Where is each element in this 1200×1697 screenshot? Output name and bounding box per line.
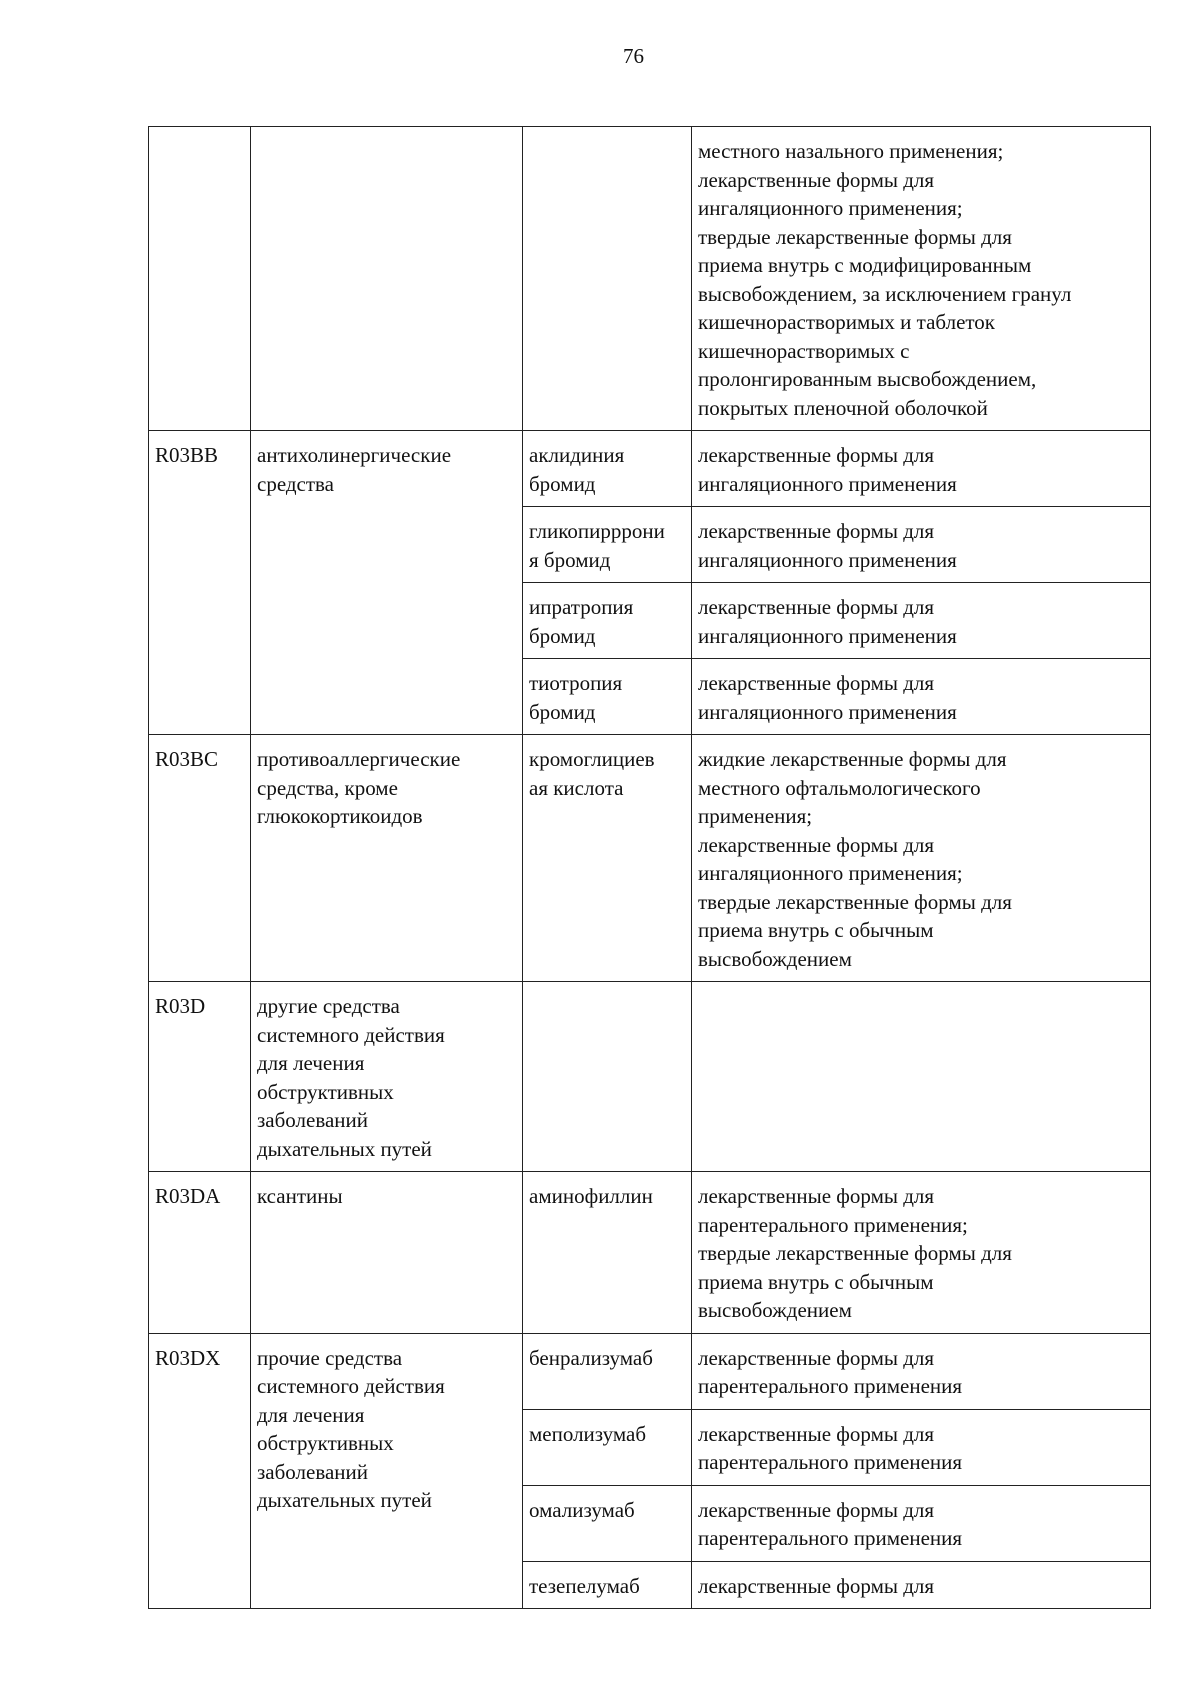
dosage-forms-cell: лекарственные формы для парентерального применения bbox=[692, 1333, 1151, 1409]
dosage-forms-cell: лекарственные формы для парентерального применения bbox=[692, 1409, 1151, 1485]
dosage-forms-cell: лекарственные формы для bbox=[692, 1561, 1151, 1609]
dosage-forms-cell: местного назального применения; лекарственные формы для ингаляционного применения; твердые лекарственные формы для приема внутрь с модифицированным высвобождением, за исключением гранул кишечнорастворимых и таблеток кишечнорастворимых с пролонгированным высвобождением, покрытых пленочной оболочкой bbox=[692, 127, 1151, 431]
dosage-forms-cell: лекарственные формы для парентерального применения; твердые лекарственные формы для приема внутрь с обычным высвобождением bbox=[692, 1172, 1151, 1334]
dosage-forms-cell: лекарственные формы для ингаляционного применения bbox=[692, 659, 1151, 735]
group-cell: антихолинергические средства bbox=[251, 431, 523, 735]
table-row bbox=[149, 982, 1151, 1172]
atc-code-cell: R03DX bbox=[149, 1333, 251, 1609]
drug-name-cell: ипратропия бромид bbox=[523, 583, 692, 659]
drug-name-cell: кромоглициев ая кислота bbox=[523, 735, 692, 982]
page-number: 76 bbox=[623, 44, 644, 68]
atc-code-cell bbox=[149, 127, 251, 431]
dosage-forms-cell: лекарственные формы для ингаляционного применения bbox=[692, 507, 1151, 583]
drug-name-cell bbox=[523, 982, 692, 1172]
table-row bbox=[149, 735, 1151, 982]
drug-name-cell: омализумаб bbox=[523, 1485, 692, 1561]
table-row bbox=[149, 127, 1151, 431]
drug-table bbox=[148, 126, 1151, 1609]
drug-name-cell: гликопирррони я бромид bbox=[523, 507, 692, 583]
dosage-forms-cell: жидкие лекарственные формы для местного офтальмологического применения; лекарственные формы для ингаляционного применения; твердые лекарственные формы для приема внутрь с обычным высвобождением bbox=[692, 735, 1151, 982]
drug-name-cell: аминофиллин bbox=[523, 1172, 692, 1334]
drug-name-cell bbox=[523, 127, 692, 431]
table-row bbox=[149, 431, 1151, 507]
dosage-forms-cell: лекарственные формы для ингаляционного применения bbox=[692, 583, 1151, 659]
group-cell: другие средства системного действия для лечения обструктивных заболеваний дыхательных путей bbox=[251, 982, 523, 1172]
table-row bbox=[149, 1333, 1151, 1409]
group-cell bbox=[251, 127, 523, 431]
dosage-forms-cell bbox=[692, 982, 1151, 1172]
dosage-forms-cell: лекарственные формы для парентерального применения bbox=[692, 1485, 1151, 1561]
group-cell: прочие средства системного действия для лечения обструктивных заболеваний дыхательных путей bbox=[251, 1333, 523, 1609]
atc-code-cell: R03DA bbox=[149, 1172, 251, 1334]
dosage-forms-cell: лекарственные формы для ингаляционного применения bbox=[692, 431, 1151, 507]
atc-code-cell: R03BB bbox=[149, 431, 251, 735]
drug-name-cell: меполизумаб bbox=[523, 1409, 692, 1485]
table-row bbox=[149, 1172, 1151, 1334]
drug-name-cell: бенрализумаб bbox=[523, 1333, 692, 1409]
drug-name-cell: тезепелумаб bbox=[523, 1561, 692, 1609]
drug-name-cell: аклидиния бромид bbox=[523, 431, 692, 507]
drug-name-cell: тиотропия бромид bbox=[523, 659, 692, 735]
atc-code-cell: R03BC bbox=[149, 735, 251, 982]
group-cell: ксантины bbox=[251, 1172, 523, 1334]
atc-code-cell: R03D bbox=[149, 982, 251, 1172]
group-cell: противоаллергические средства, кроме глюкокортикоидов bbox=[251, 735, 523, 982]
